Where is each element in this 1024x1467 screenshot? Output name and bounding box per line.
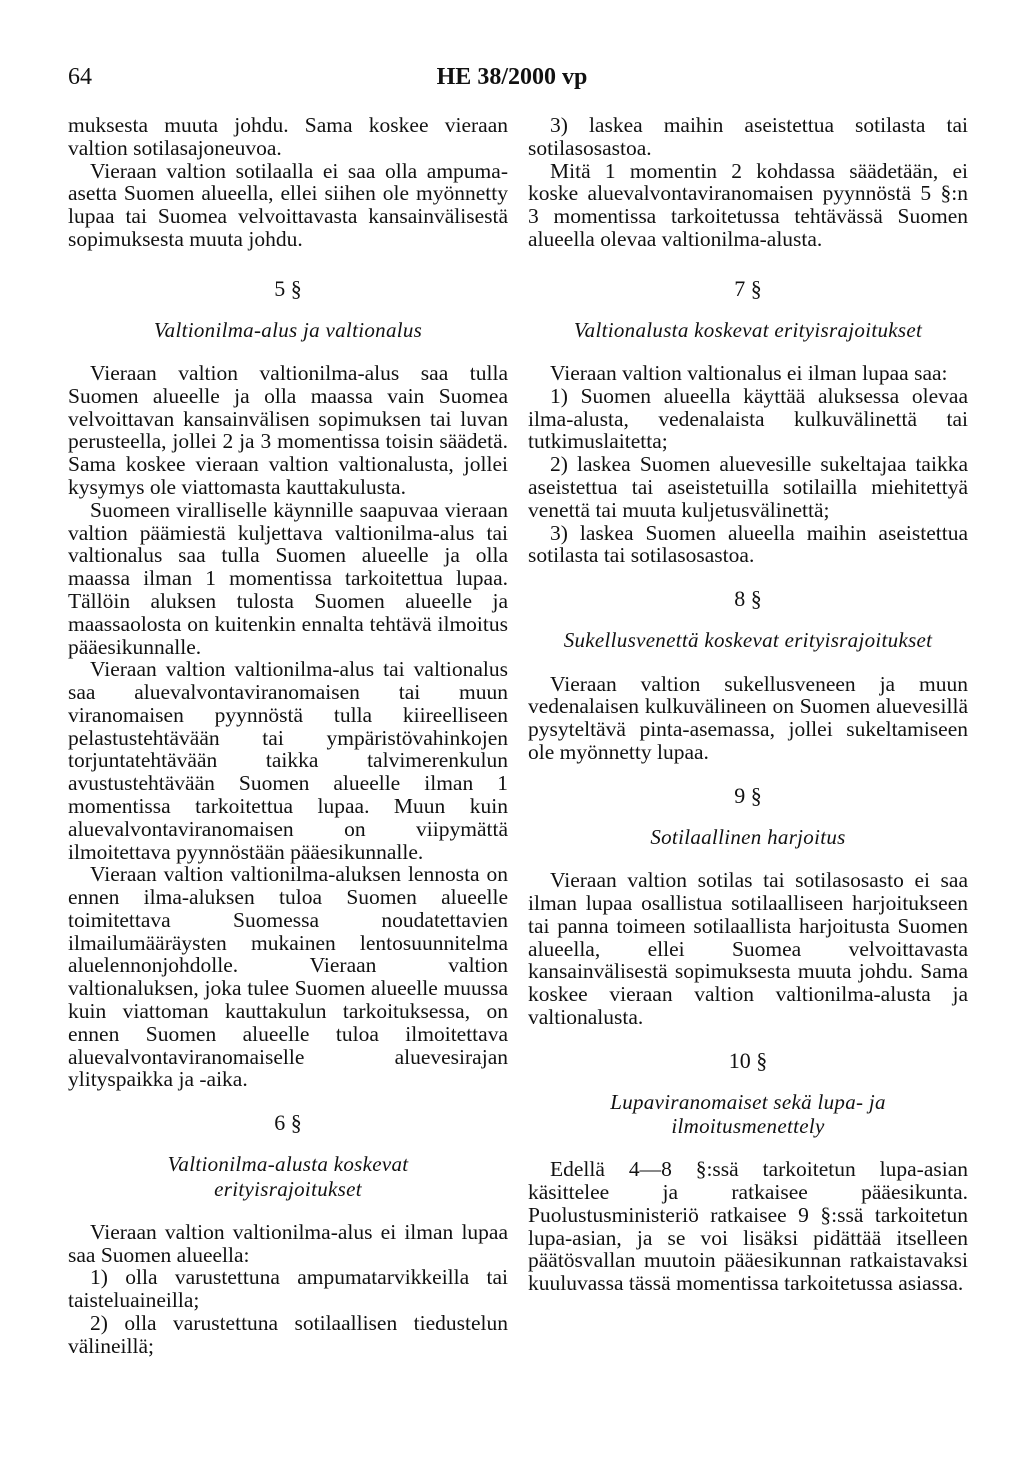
section-number: 9 § <box>734 782 762 808</box>
paragraph: Vieraan valtion valtionilma-aluksen lennosta on ennen ilma-aluksen tuloa Suomen alueelle toimitettava Suomessa noudatettavien ilmailumääräysten mukainen lentosuunnitelma aluelennonjohdolle. Vieraan valtion valtionaluksen, joka tulee Suomen alueelle muussa kuin viattoman kauttakulun tarkoituksessa, on ennen Suomen alueelle tuloa ilmoitettava aluevalvontaviranomaiselle aluevesirajan ylityspaikka ja -aika. <box>68 862 508 1092</box>
section-title: Sukellusvenettä koskevat erityisrajoitukset <box>563 628 933 653</box>
page-number: 64 <box>68 64 92 90</box>
section-number: 5 § <box>274 275 302 301</box>
document-id: HE 38/2000 vp <box>436 64 588 90</box>
list-item: 1) Suomen alueella käyttää aluksessa olevaa ilma-alusta, vedenalaista kulkuvälinettä tai tutkimuslaitetta; <box>528 383 968 454</box>
paragraph: Edellä 4—8 §:ssä tarkoitetun lupa-asian käsittelee ja ratkaisee pääesikunta. Puolustusministeriö ratkaisee 9 §:ssä tarkoitetun lupa-asian, ja se voi lisäksi pidättää itselleen päätösvallan muutoin pääesikunnan ratkaistavaksi kuuluvassa tässä momentissa tarkoitetussa asiassa. <box>528 1157 968 1296</box>
list-item: 1) olla varustettuna ampumatarvikkeilla tai taisteluaineilla; <box>68 1265 508 1313</box>
paragraph: Vieraan valtion sotilas tai sotilasosasto ei saa ilman lupaa osallistua sotilaalliseen harjoitukseen tai panna toimeen sotilaallista harjoitusta Suomen alueella, ellei Suomea velvoittavasta kansainvälisestä sopimuksesta muuta johdu. Sama koskee vieraan valtion valtionilma-alusta ja valtionalusta. <box>528 868 968 1029</box>
section-title: Valtionilma-alusta koskevat erityisrajoitukset <box>167 1152 409 1201</box>
list-item: 2) olla varustettuna sotilaallisen tiedustelun välineillä; <box>68 1310 508 1358</box>
section-number: 10 § <box>728 1047 768 1073</box>
section-title: Sotilaallinen harjoitus <box>650 825 846 850</box>
paragraph: Vieraan valtion sotilaalla ei saa olla ampuma-asetta Suomen alueella, ellei siihen ole myönnetty lupaa tai Suomea velvoittavasta kansainvälisestä sopimuksesta muuta johdu. <box>68 158 508 251</box>
right-column <box>528 114 968 1295</box>
paragraph: Suomeen viralliselle käynnille saapuvaa vieraan valtion päämiestä kuljettava valtionilma-alus tai valtionalus saa tulla Suomen alueelle ja olla maassa ilman 1 momentissa tarkoitettua lupaa. Tällöin aluksen tulosta Suomen alueelle ja maassaolosta on kuitenkin ennalta tehtävä ilmoitus pääesikunnalle. <box>68 497 508 659</box>
page-header <box>0 64 1024 94</box>
section-number: 7 § <box>734 275 762 301</box>
paragraph: Vieraan valtion valtionilma-alus saa tulla Suomen alueelle ja olla maassa vain Suomea velvoittavan kansainvälisen sopimuksen tai luvan perusteella, jollei 2 ja 3 momentissa toisin säädetä. Sama koskee vieraan valtion valtionalusta, jollei kysymys ole viattomasta kauttakulusta. <box>68 361 508 500</box>
list-item: 3) laskea Suomen alueella maihin aseistettua sotilasta tai sotilasosastoa. <box>528 520 968 568</box>
paragraph: Vieraan valtion sukellusveneen ja muun vedenalaisen kulkuvälineen on Suomen aluevesillä pysyteltävä pinta-asemassa, jollei sukeltamiseen ole myönnetty lupaa. <box>528 671 968 764</box>
paragraph: 3) laskea maihin aseistettua sotilasta tai sotilasosastoa. <box>528 113 968 160</box>
paragraph: Vieraan valtion valtionilma-alus ei ilman lupaa saa Suomen alueella: <box>68 1219 508 1267</box>
paragraph: Vieraan valtion valtionilma-alus tai valtionalus saa aluevalvontaviranomaisen tai muun viranomaisen pyynnöstä tulla kiireelliseen pelastustehtävään tai ympäristövahinkojen torjuntatehtävään taikka talvimerenkulun avustustehtävään Suomen alueelle ilman 1 momentissa tarkoitettua lupaa. Muun kuin aluevalvontaviranomaisen on viipymättä ilmoitettava pyynnöstään pääesikunnalle. <box>68 657 508 864</box>
section-number: 8 § <box>734 586 762 612</box>
left-column <box>68 114 508 1357</box>
paragraph: Vieraan valtion valtionalus ei ilman lupaa saa: <box>550 361 948 386</box>
section-number: 6 § <box>274 1110 302 1136</box>
section-title: Lupaviranomaiset sekä lupa- ja ilmoitusmenettely <box>610 1089 886 1139</box>
section-title: Valtionilma-alus ja valtionalus <box>153 318 423 342</box>
paragraph: muksesta muuta johdu. Sama koskee vieraan valtion sotilasajoneuvoa. <box>68 113 508 160</box>
paragraph: Mitä 1 momentin 2 kohdassa säädetään, ei koske aluevalvontaviranomaisen pyynnöstä 5 §:n 3 momentissa tarkoitetussa tehtävässä Suomen alueella olevaa valtionilma-alusta. <box>528 158 968 251</box>
section-title: Valtionalusta koskevat erityisrajoitukset <box>573 318 923 342</box>
list-item: 2) laskea Suomen aluevesille sukeltajaa taikka aseistettua tai aseistetuilla sotilailla miehitettyä venettä tai muuta kuljetusvälinettä; <box>528 452 968 522</box>
